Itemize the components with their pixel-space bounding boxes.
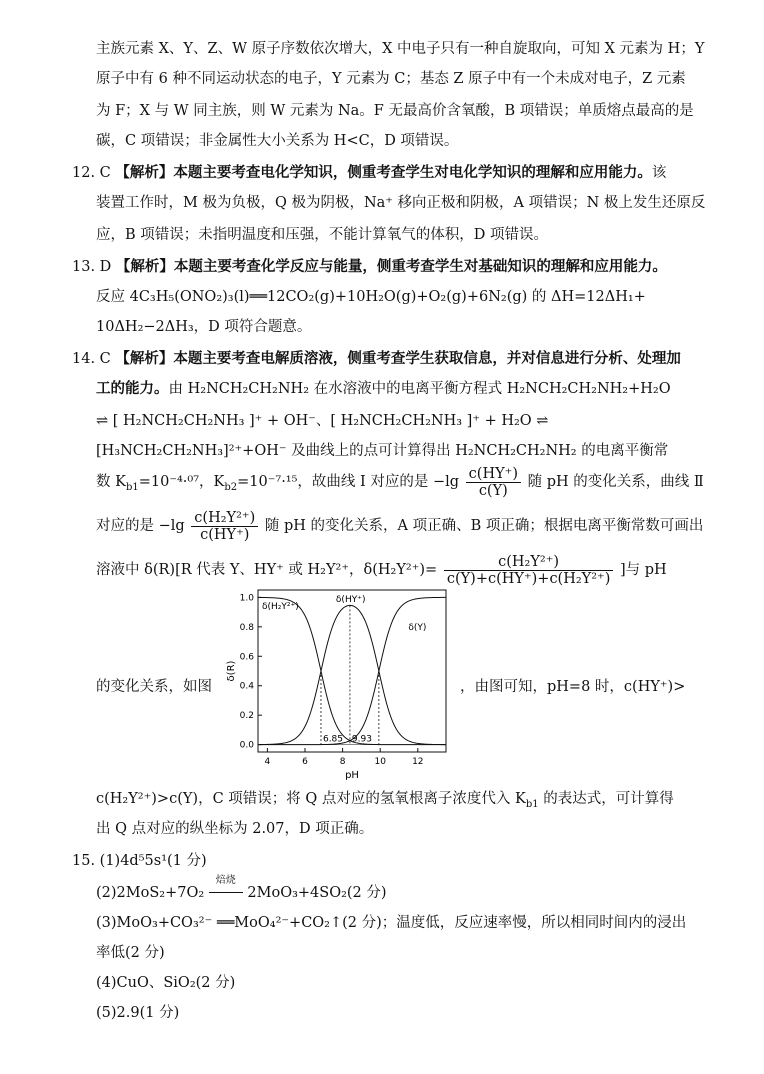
y-tick-label: 0.6 [239,652,254,663]
text-line: 碳，C 项错误；非金属性大小关系为 H<C，D 项错误。 [96,133,459,149]
text-line [460,672,694,702]
x-tick-label: 6 [302,757,308,767]
answer-label: 12. C [72,165,111,181]
text: =10⁻⁷·¹⁵，故曲线 Ⅰ 对应的是 −lg [237,474,460,490]
text-line [96,504,704,548]
text: ]与 pH [619,562,667,578]
numerator: c(H₂Y²⁺) [191,510,258,527]
text: 由 H₂NCH₂CH₂NH₂ 在水溶液中的电离平衡方程式 H₂NCH₂CH₂NH₂+H₂O [168,381,671,397]
text: 溶液中 δ(R)[R 代表 Y、HY⁺ 或 H₂Y²⁺，δ(H₂Y²⁺)= [96,562,438,578]
question-13 [72,252,694,282]
text: 随 pH 的变化关系，曲线 Ⅱ [527,474,704,490]
fraction [191,510,258,543]
x-tick-label: 10 [374,757,386,767]
question-14 [72,344,694,374]
text-line: 为 F；X 与 W 同主族，则 W 元素为 Na。F 无最高价含氧酸，B 项错误；单质熔点最高的是 [96,103,694,119]
series-label: δ(HY⁺) [335,594,366,605]
subscript: b1 [525,798,539,810]
answer-label: 15. [72,853,96,869]
answer-label: 14. C [72,351,111,367]
subscript: b2 [224,481,238,493]
analysis-heading: 【解析】本题主要考查电化学知识，侧重考查学生对电化学知识的理解和应用能力。 [115,164,652,181]
annotation-label: 6.85 [322,734,344,745]
text-line: 装置工作时，M 极为负极，Q 极为阴极，Na⁺ 移向正极和阴极，A 项错误；N 极上发生还原反 [96,195,706,211]
numerator: c(HY⁺) [466,466,521,483]
text: 随 pH 的变化关系，A 项正确、B 项正确；根据电离平衡常数可画出 [264,518,704,534]
answer-2 [96,875,694,908]
denominator: c(HY⁺) [200,526,250,543]
fraction [466,466,521,499]
question-15 [72,846,694,876]
text-line: 原子中有 6 种不同运动状态的电子，Y 元素为 C；基态 Z 原子中有一个未成对电子，Z 元素 [96,71,686,87]
annotation-label: 9.93 [351,734,372,745]
x-tick-label: 4 [264,757,271,767]
text: 数 K [96,474,126,490]
curve-y [258,594,446,744]
subscript: b1 [125,481,139,493]
text: 的变化关系，如图 [96,679,212,695]
text-line: 率低(2 分) [96,945,165,961]
text: 该 [651,165,667,181]
text-line [96,460,704,510]
x-axis-label: pH [345,770,359,781]
y-tick-label: 1.0 [239,593,254,604]
text: ，由图可知，pH=8 时，c(HY⁺)> [460,679,686,695]
y-axis-label: δ(R) [226,660,237,682]
denominator: c(Y)+c(HY⁺)+c(H₂Y²⁺) [446,570,611,587]
y-tick-label: 0.2 [239,711,254,722]
analysis-heading: 工的能力。 [96,380,169,397]
denominator: c(Y) [478,482,508,499]
plot-frame [258,590,446,752]
answer-4: (4)CuO、SiO₂(2 分) [96,975,236,991]
y-tick-label: 0.0 [239,740,254,751]
text-line: 主族元素 X、Y、Z、W 原子序数依次增大，X 中电子只有一种自旋取向，可知 X 元素为 H；Y [96,41,705,57]
text-line: 出 Q 点对应的纵坐标为 2.07，D 项正确。 [96,821,374,837]
series-label: δ(H₂Y²⁺) [262,602,299,613]
condition-label: 焙烧 [215,875,236,886]
numerator: c(H₂Y²⁺) [444,554,614,571]
y-tick-label: 0.4 [239,681,254,692]
answer-3: (3)MoO₃+CO₃²⁻ ══MoO₄²⁻+CO₂↑(2 分)；温度低，反应速率慢，所以相同时间内的浸出 [96,915,687,931]
text: 的表达式，可计算得 [538,791,674,807]
answer-1: (1)4d⁵5s¹(1 分) [99,853,207,869]
text: c(H₂Y²⁺)>c(Y)，C 项错误；将 Q 点对应的氢氧根离子浓度代入 K [96,791,526,807]
text: (2)2MoS₂+7O₂ [96,885,205,901]
text: 对应的是 −lg [96,518,185,534]
analysis-heading: 【解析】本题主要考查电解质溶液，侧重考查学生获取信息，并对信息进行分析、处理加 [115,350,681,367]
question-12 [72,158,694,188]
curve-h2y2plus [258,594,446,744]
text-line: 10ΔH₂−2ΔH₃，D 项符合题意。 [96,319,312,335]
text-line: ⇌ [ H₂NCH₂CH₂NH₃ ]⁺ + OH⁻、[ H₂NCH₂CH₂NH₃ ]⁺ + H₂O ⇌ [96,413,549,429]
text: 2MoO₃+4SO₂(2 分) [247,885,387,901]
x-tick-label: 8 [339,757,346,767]
answer-label: 13. D [72,259,112,275]
answer-5: (5)2.9(1 分) [96,1005,180,1021]
analysis-heading: 【解析】本题主要考查化学反应与能量，侧重考查学生对基础知识的理解和应用能力。 [115,258,667,275]
series-label: δ(Y) [408,622,427,633]
text-line: [H₃NCH₂CH₂NH₃]²⁺+OH⁻ 及曲线上的点可计算得出 H₂NCH₂CH₂NH₂ 的电离平衡常 [96,443,669,459]
text-line: 反应 4C₃H₅(ONO₂)₃(l)══12CO₂(g)+10H₂O(g)+O₂(g)+6N₂(g) 的 ΔH=12ΔH₁+ [96,289,646,305]
reaction-arrow [209,875,243,893]
text-line [96,374,694,404]
x-tick-label: 12 [412,757,424,767]
fraction [444,554,614,587]
text: =10⁻⁴·⁰⁷，K [138,474,225,490]
y-tick-label: 0.8 [239,622,254,633]
text-line: 应，B 项错误；未指明温度和压强，不能计算氧气的体积，D 项错误。 [96,227,548,243]
distribution-chart [224,582,460,782]
